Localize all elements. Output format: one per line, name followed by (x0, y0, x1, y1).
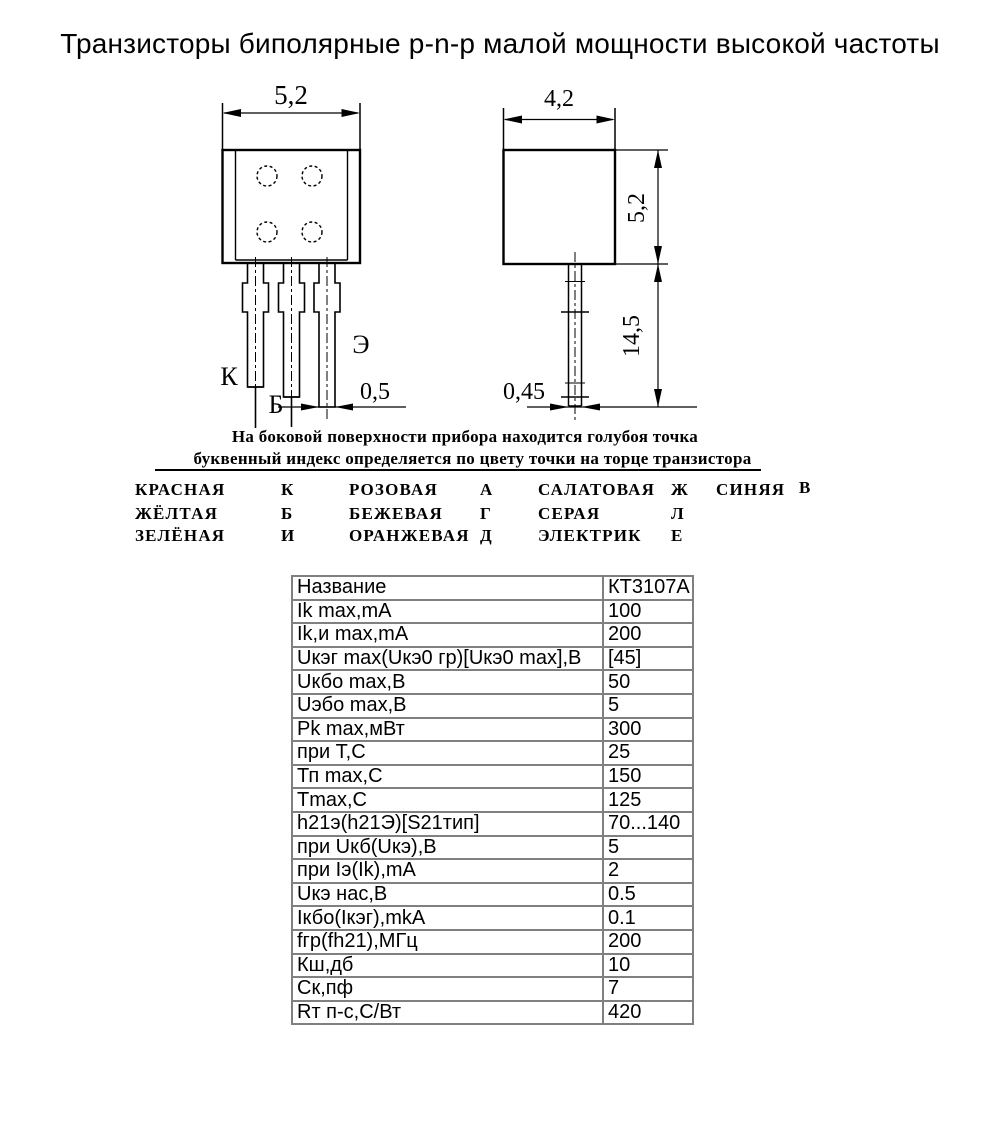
color-name: ОРАНЖЕВАЯ (349, 526, 470, 545)
spec-label-cell: при Т,С (292, 741, 603, 765)
spec-label-cell: Ik max,mA (292, 600, 603, 624)
table-row (292, 836, 693, 860)
table-row (292, 788, 693, 812)
color-name: РОЗОВАЯ (349, 480, 438, 499)
lead-label-emitter: Э (352, 330, 370, 359)
color-letter: Е (671, 526, 684, 545)
table-row (292, 765, 693, 789)
dim-side-width: 4,2 (544, 86, 574, 112)
spec-label-cell: при Uкб(Uкэ),В (292, 836, 603, 860)
table-row (292, 1001, 693, 1025)
table-row (292, 954, 693, 978)
dim-side-lead-length: 14,5 (619, 315, 645, 357)
table-row (292, 694, 693, 718)
spec-value-cell: 10 (603, 954, 693, 978)
spec-value-cell: 50 (603, 670, 693, 694)
spec-label-cell: Кш,дб (292, 954, 603, 978)
marking-note-line-2: буквенный индекс определяется по цвету точки на торце транзистора (193, 449, 752, 468)
table-row (292, 718, 693, 742)
spec-label-cell: Iкбо(Iкэг),mkA (292, 906, 603, 930)
spec-value-cell: 0.1 (603, 906, 693, 930)
spec-table (291, 575, 694, 1025)
table-row (292, 977, 693, 1001)
color-letter: А (480, 480, 494, 499)
dim-front-width: 5,2 (274, 80, 308, 110)
color-letter: К (281, 480, 295, 499)
color-name: ЗЕЛЁНАЯ (135, 526, 226, 545)
table-row (292, 812, 693, 836)
spec-value-cell: 5 (603, 694, 693, 718)
dim-front-lead-thickness: 0,5 (360, 379, 390, 405)
color-code-row (0, 480, 1000, 502)
color-name: СЕРАЯ (538, 504, 601, 523)
spec-label-cell: h21э(h21Э)[S21тип] (292, 812, 603, 836)
spec-label-cell: Rт п-с,С/Вт (292, 1001, 603, 1025)
spec-label-cell: Тп max,С (292, 765, 603, 789)
spec-value-cell: 25 (603, 741, 693, 765)
spec-value-cell: КТ3107А (603, 576, 693, 600)
spec-value-cell: 300 (603, 718, 693, 742)
color-code-row (0, 504, 1000, 526)
dimple-circles (257, 166, 322, 242)
spec-value-cell: 2 (603, 859, 693, 883)
color-name: ЭЛЕКТРИК (538, 526, 642, 545)
spec-value-cell: 0.5 (603, 883, 693, 907)
color-name: КРАСНАЯ (135, 480, 226, 499)
table-row (292, 741, 693, 765)
spec-label-cell: Uкэг max(Uкэ0 гр)[Uкэ0 max],В (292, 647, 603, 671)
color-code-row (0, 526, 1000, 548)
table-row (292, 859, 693, 883)
spec-value-cell: 100 (603, 600, 693, 624)
front-lead-centerlines (256, 257, 328, 420)
spec-value-cell: 70...140 (603, 812, 693, 836)
side-view-drawing (503, 86, 697, 423)
dim-side-lead-thickness: 0,45 (503, 379, 545, 405)
table-row (292, 647, 693, 671)
spec-value-cell: 200 (603, 930, 693, 954)
spec-value-cell: 150 (603, 765, 693, 789)
spec-value-cell: 5 (603, 836, 693, 860)
color-name: БЕЖЕВАЯ (349, 504, 443, 523)
legend-divider (155, 469, 761, 471)
table-row (292, 600, 693, 624)
spec-label-cell: Pk max,мВт (292, 718, 603, 742)
marking-note-line-1: На боковой поверхности прибора находится голубоя точка (231, 427, 699, 446)
spec-label-cell: Название (292, 576, 603, 600)
color-letter: И (281, 526, 296, 545)
page-title: Транзисторы биполярные p-n-p малой мощности высокой частоты (60, 28, 940, 59)
front-leads (243, 263, 341, 428)
lead-label-base: Б (268, 390, 284, 419)
lead-label-collector: К (220, 362, 238, 391)
color-letter: Г (480, 504, 493, 523)
table-row (292, 670, 693, 694)
spec-value-cell: 7 (603, 977, 693, 1001)
spec-label-cell: Ск,пф (292, 977, 603, 1001)
color-name: СИНЯЯ (716, 480, 786, 499)
color-name: ЖЁЛТАЯ (135, 504, 219, 523)
front-view-drawing (220, 80, 406, 428)
package-drawings (0, 0, 1000, 470)
spec-value-cell: 420 (603, 1001, 693, 1025)
color-letter: В (799, 478, 812, 497)
table-row (292, 906, 693, 930)
spec-value-cell: 125 (603, 788, 693, 812)
color-name: САЛАТОВАЯ (538, 480, 656, 499)
color-letter: Л (671, 504, 685, 523)
color-letter: Б (281, 504, 294, 523)
spec-value-cell: 200 (603, 623, 693, 647)
spec-label-cell: Uкэ нас,В (292, 883, 603, 907)
spec-label-cell: fгр(fh21),МГц (292, 930, 603, 954)
table-row (292, 623, 693, 647)
table-row (292, 883, 693, 907)
spec-label-cell: при Iэ(Ik),mA (292, 859, 603, 883)
table-row (292, 576, 693, 600)
color-letter: Ж (671, 480, 690, 499)
side-lead (561, 264, 589, 406)
spec-label-cell: Tmax,С (292, 788, 603, 812)
spec-label-cell: Uэбо max,В (292, 694, 603, 718)
spec-label-cell: Ik,и max,mA (292, 623, 603, 647)
spec-label-cell: Uкбо max,В (292, 670, 603, 694)
spec-value-cell: [45] (603, 647, 693, 671)
table-row (292, 930, 693, 954)
dim-side-body-height: 5,2 (624, 193, 650, 223)
color-letter: Д (480, 526, 493, 545)
